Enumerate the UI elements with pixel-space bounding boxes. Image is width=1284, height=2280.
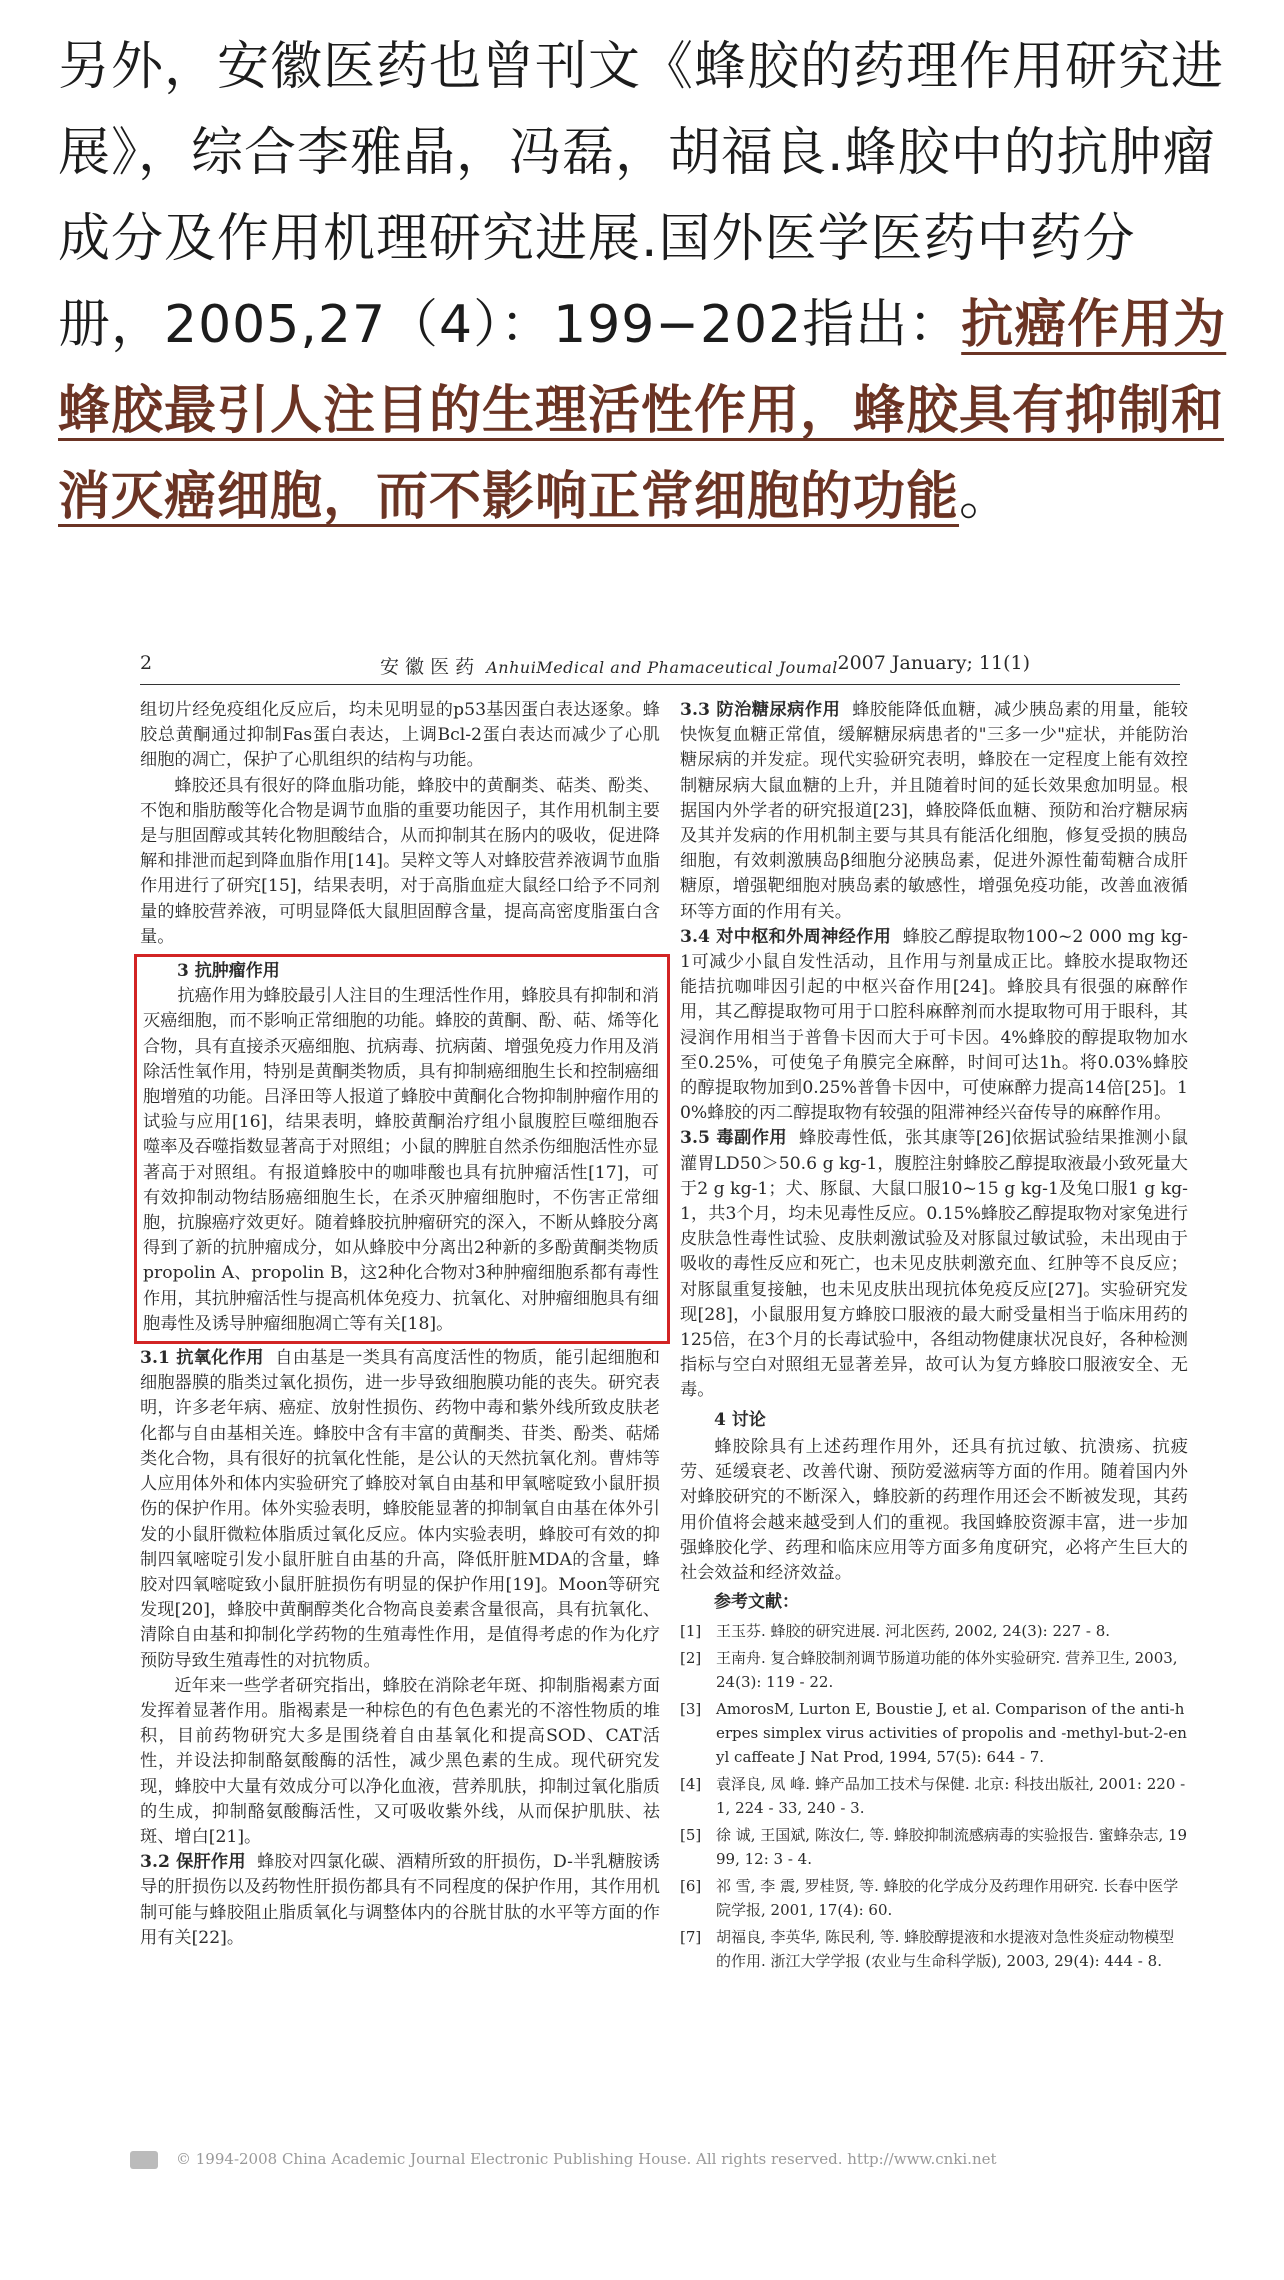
issue-date: 2007 January; 11(1) <box>837 652 1030 674</box>
reference-number: [1] <box>680 1622 702 1641</box>
paragraph: 蜂胶还具有很好的降血脂功能，蜂胶中的黄酮类、萜类、酚类、不饱和脂肪酸等化合物是调节血脂的重要功能因子，其作用机制主要是与胆固醇或其转化物胆酸结合，从而抑制其在肠内的吸收，促进降解和排泄而起到降血脂作用[14]。吴粹文等人对蜂胶营养液调节血脂作用进行了研究[15]，结果表明，对于高脂血症大鼠经口给予不同剂量的蜂胶营养液，可明显降低大鼠胆固醇含量，提高高密度脂蛋白含量。 <box>140 775 660 947</box>
reference-item <box>680 1874 1188 1922</box>
intro-text: 另外，安徽医药也曾刊文《蜂胶的药理作用研究进展》，综合李雅晶，冯磊，胡福良.蜂胶中的抗肿瘤成分及作用机理研究进展.国外医学医药中药分册，2005,27（4）：199−202指出： <box>58 37 1225 355</box>
subsection-text: 蜂胶毒性低，张其康等[26]依据试验结果推测小鼠灌胃LD50＞50.6 g kg-1，腹腔注射蜂胶乙醇提取液最小致死量大于2 g kg-1；犬、豚鼠、大鼠口服10~15 g kg-1及兔口服1 g kg-1，共3个月，均未见毒性反应。0.15%蜂胶乙醇提取物对家兔进行皮肤急性毒性试验、皮肤刺激试验及对豚鼠过敏试验，未出现由于吸收的毒性反应和死亡，也未见皮肤刺激充血、红肿等不良反应；对豚鼠重复接触，也未见皮肤出现抗体免疫反应[27]。实验研究发现[28]，小鼠服用复方蜂胶口服液的最大耐受量相当于临床用药的125倍，在3个月的长毒试验中，各组动物健康状况良好，各种检测指标与空白对照组无显著差异，故可认为复方蜂胶口服液安全、无毒。 <box>680 1128 1188 1401</box>
paragraph: 抗癌作用为蜂胶最引人注目的生理活性作用，蜂胶具有抑制和消灭癌细胞，而不影响正常细胞的功能。蜂胶的黄酮、酚、萜、烯等化合物，具有直接杀灭癌细胞、抗病毒、抗病菌、增强免疫力作用及消除活性氧作用，特别是黄酮类物质，具有抑制癌细胞生长和控制癌细胞增殖的功能。吕泽田等人报道了蜂胶中黄酮化合物抑制肿瘤作用的试验与应用[16]，结果表明，蜂胶黄酮治疗组小鼠腹腔巨噬细胞吞噬率及吞噬指数显著高于对照组；小鼠的脾脏自然杀伤细胞活性亦显著高于对照组。有报道蜂胶中的咖啡酸也具有抗肿瘤活性[17]，可有效抑制动物结肠癌细胞生长，在杀灭肿瘤细胞时，不伤害正常细胞，抗腺癌疗效更好。随着蜂胶抗肿瘤研究的深入，不断从蜂胶分离得到了新的抗肿瘤成分，如从蜂胶中分离出2种新的多酚黄酮类物质propolin A、propolin B，这2种化合物对3种肿瘤细胞系都有毒性作用，其抗肿瘤活性与提高机体免疫力、抗氧化、对肿瘤细胞具有细胞毒性及诱导肿瘤细胞凋亡等有关[18]。 <box>143 986 659 1334</box>
subsection <box>680 1126 1188 1403</box>
page-number: 2 <box>140 652 153 674</box>
intro-end: 。 <box>959 467 1013 527</box>
journal-name-en: AnhuiMedical and Phamaceutical Joumal <box>486 658 838 677</box>
reference-item <box>680 1697 1188 1769</box>
subsection-text: 蜂胶对四氯化碳、酒精所致的肝损伤，D-半乳糖胺诱导的肝损伤以及药物性肝损伤都具有不同程度的保护作用，其作用机制可能与蜂胶阻止脂质氧化与调整体内的谷胱甘肽的水平等方面的作用有关[22]。 <box>140 1852 660 1948</box>
paragraph: 蜂胶除具有上述药理作用外，还具有抗过敏、抗溃疡、抗疲劳、延缓衰老、改善代谢、预防爱滋病等方面的作用。随着国内外对蜂胶研究的不断深入，蜂胶新的药理作用还会不断被发现，其药用价值将会越来越受到人们的重视。我国蜂胶资源丰富，进一步加强蜂胶化学、药理和临床应用等方面多角度研究，必将产生巨大的社会效益和经济效益。 <box>680 1436 1188 1583</box>
reference-number: [4] <box>680 1775 702 1794</box>
reference-item <box>680 1772 1188 1820</box>
reference-text: 胡福良, 李英华, 陈民利, 等. 蜂胶醇提液和水提液对急性炎症动物模型的作用. 浙江大学学报 (农业与生命科学版), 2003, 29(4): 444 - 8. <box>716 1928 1175 1971</box>
left-column <box>140 698 660 1951</box>
journal-name <box>380 652 838 679</box>
subsection-title: 3.2 保肝作用 <box>140 1852 246 1873</box>
journal-name-cn: 安 徽 医 药 <box>380 656 475 678</box>
subsection-text: 自由基是一类具有高度活性的物质，能引起细胞和细胞器膜的脂类过氧化损伤，进一步导致细胞膜功能的丧失。研究表明，许多老年病、癌症、放射性损伤、药物中毒和紫外线所致皮肤老化都与自由基相关连。蜂胶中含有丰富的黄酮类、苷类、酚类、萜烯类化合物，具有很好的抗氧化性能，是公认的天然抗氧化剂。曹炜等人应用体外和体内实验研究了蜂胶对氧自由基和甲氧嘧啶致小鼠肝损伤的保护作用。体外实验表明，蜂胶能显著的抑制氧自由基在体外引发的小鼠肝微粒体脂质过氧化反应。体内实验表明，蜂胶可有效的抑制四氧嘧啶引发小鼠肝脏自由基的升高，降低肝脏MDA的含量，蜂胶对四氧嘧啶致小鼠肝脏损伤有明显的保护作用[19]。Moon等研究发现[20]，蜂胶中黄酮醇类化合物高良姜素含量很高，具有抗氧化、清除自由基和抑制化学药物的生殖毒性作用，是值得考虑的作为化疗预防导致生殖毒性的对抗物质。 <box>140 1348 660 1671</box>
reference-item <box>680 1619 1188 1643</box>
reference-text: 祁 雪, 李 震, 罗桂贤, 等. 蜂胶的化学成分及药理作用研究. 长春中医学院学报, 2001, 17(4): 60. <box>716 1877 1179 1920</box>
subsection <box>680 925 1188 1127</box>
subsection-title: 3.4 对中枢和外周神经作用 <box>680 926 892 947</box>
subsection-title: 3.5 毒副作用 <box>680 1128 788 1149</box>
subsection <box>680 698 1188 925</box>
reference-item <box>680 1646 1188 1694</box>
reference-text: 王玉芬. 蜂胶的研究进展. 河北医药, 2002, 24(3): 227 - 8. <box>716 1622 1111 1641</box>
reference-number: [2] <box>680 1649 702 1668</box>
subsection <box>140 1346 660 1674</box>
reference-number: [3] <box>680 1700 702 1719</box>
reference-list <box>680 1619 1188 1973</box>
subsection-title: 3.3 防治糖尿病作用 <box>680 700 841 720</box>
reference-text: 袁泽良, 凤 峰. 蜂产品加工技术与保健. 北京: 科技出版社, 2001: 220 - 1, 224 - 33, 240 - 3. <box>716 1775 1186 1818</box>
paragraph: 近年来一些学者研究指出，蜂胶在消除老年斑、抑制脂褐素方面发挥着显著作用。脂褐素是一种棕色的有色色素光的不溶性物质的堆积，目前药物研究大多是围绕着自由基氧化和提高SOD、CAT活性，并设法抑制酪氨酸酶的活性，减少黑色素的生成。现代研究发现，蜂胶中大量有效成分可以净化血液，营养肌肤，抑制过氧化脂质的生成，抑制酪氨酸酶活性，又可吸收紫外线，从而保护肌肤、祛斑、增白[21]。 <box>140 1675 660 1847</box>
reference-text: AmorosM, Lurton E, Boustie J, et al. Comparison of the anti-herpes simplex virus activities of propolis and -methyl-but-2-enyl caffeate J Nat Prod, 1994, 57(5): 644 - 7. <box>716 1700 1187 1767</box>
subsection-text: 蜂胶乙醇提取物100~2 000 mg kg-1可减少小鼠自发性活动，且作用与剂量成正比。蜂胶水提取物还能拮抗咖啡因引起的中枢兴奋作用[24]。蜂胶具有很强的麻醉作用，其乙醇提取物可用于口腔科麻醉剂而水提取物可用于眼科，其浸润作用相当于普鲁卡因而大于可卡因。4%蜂胶的醇提取物加水至0.25%，可使兔子角膜完全麻醉，时间可达1h。将0.03%蜂胶的醇提取物加到0.25%普鲁卡因中，可使麻醉力提高14倍[25]。10%蜂胶的丙二醇提取物有较强的阻滞神经兴奋传导的麻醉作用。 <box>680 926 1188 1124</box>
references-heading: 参考文献： <box>714 1592 799 1613</box>
reference-number: [7] <box>680 1928 702 1947</box>
subsection-title: 3.1 抗氧化作用 <box>140 1348 264 1369</box>
copyright-text: © 1994-2008 China Academic Journal Electronic Publishing House. All rights reserved. http://www.cnki.net <box>176 2150 997 2168</box>
reference-item <box>680 1925 1188 1973</box>
subsection <box>140 1850 660 1951</box>
section-heading: 4 讨论 <box>714 1409 766 1430</box>
journal-header <box>140 640 1180 685</box>
section-heading: 3 抗肿瘤作用 <box>177 961 280 982</box>
highlighted-quote: 抗癌作用为蜂胶最引人注目的生理活性作用，蜂胶具有抑制和消灭癌细胞，而不影响正常细胞的功能 <box>58 295 1227 527</box>
reference-text: 王南舟. 复合蜂胶制剂调节肠道功能的体外实验研究. 营养卫生, 2003, 24(3): 119 - 22. <box>716 1649 1178 1692</box>
right-column <box>680 698 1188 1976</box>
reference-text: 徐 诚, 王国斌, 陈汝仁, 等. 蜂胶抑制流感病毒的实验报告. 蜜蜂杂志, 1999, 12: 3 - 4. <box>716 1826 1188 1869</box>
reference-number: [6] <box>680 1877 702 1896</box>
scanned-journal-page <box>90 620 1190 2170</box>
publisher-logo-icon <box>130 2151 158 2169</box>
highlight-box <box>134 954 670 1344</box>
reference-item <box>680 1823 1188 1871</box>
copyright-footer <box>130 2150 1130 2169</box>
subsection-text: 蜂胶能降低血糖，减少胰岛素的用量，能较快恢复血糖正常值，缓解糖尿病患者的"三多一少"症状，并能防治糖尿病的并发症。现代实验研究表明，蜂胶在一定程度上能有效控制糖尿病大鼠血糖的上升，并且随着时间的延长效果愈加明显。根据国内外学者的研究报道[23]，蜂胶降低血糖、预防和治疗糖尿病及其并发病的作用机制主要与其具有能活化细胞，修复受损的胰岛细胞，有效刺激胰岛β细胞分泌胰岛素，促进外源性葡萄糖合成肝糖原，增强靶细胞对胰岛素的敏感性，增强免疫功能，改善血液循环等方面的作用有关。 <box>680 700 1188 922</box>
paragraph: 组切片经免疫组化反应后，均未见明显的p53基因蛋白表达逐象。蜂胶总黄酮通过抑制Fas蛋白表达，上调Bcl-2蛋白表达而减少了心肌细胞的凋亡，保护了心肌组织的结构与功能。 <box>140 700 660 771</box>
intro-paragraph <box>58 24 1228 540</box>
reference-number: [5] <box>680 1826 702 1845</box>
